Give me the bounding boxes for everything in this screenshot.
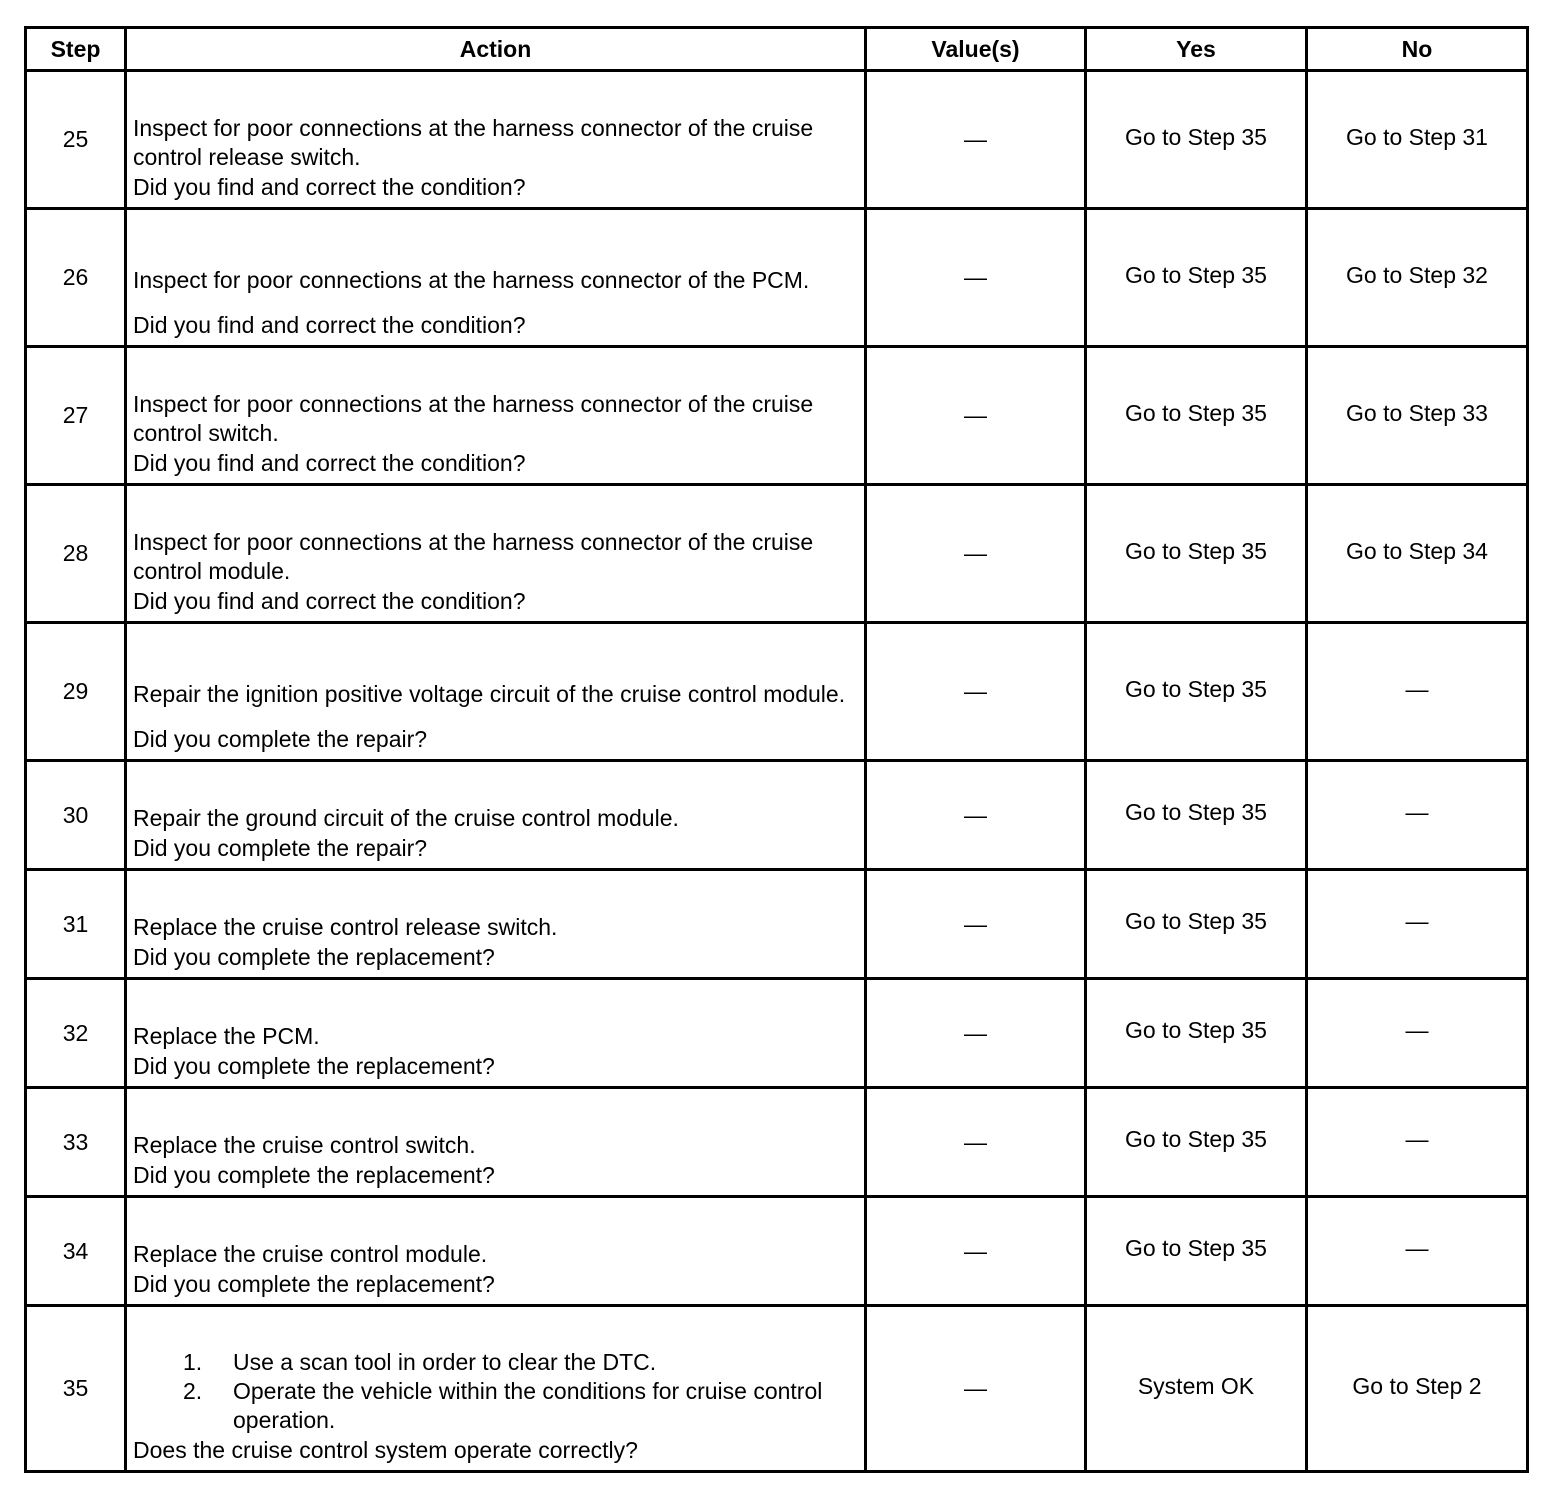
table-row <box>26 209 1528 347</box>
action-step-list <box>133 1348 858 1435</box>
action-text: Replace the cruise control release switch. <box>133 913 558 940</box>
action-question: Did you find and correct the condition? <box>133 588 526 614</box>
action-cell <box>126 870 866 979</box>
no-cell: — <box>1307 761 1528 870</box>
no-cell: — <box>1307 1088 1528 1197</box>
action-text: Replace the cruise control module. <box>133 1240 488 1267</box>
no-cell: Go to Step 34 <box>1307 485 1528 623</box>
action-list-item <box>183 1377 858 1435</box>
table-row <box>26 347 1528 485</box>
action-cell <box>126 485 866 623</box>
action-cell <box>126 979 866 1088</box>
step-number: 30 <box>26 761 126 870</box>
yes-cell: Go to Step 35 <box>1086 870 1307 979</box>
header-yes: Yes <box>1086 28 1307 71</box>
no-cell: — <box>1307 623 1528 761</box>
action-question: Did you find and correct the condition? <box>133 450 526 476</box>
value-cell: — <box>866 71 1086 209</box>
value-cell: — <box>866 979 1086 1088</box>
value-cell: — <box>866 1306 1086 1472</box>
action-cell <box>126 1088 866 1197</box>
action-cell <box>126 71 866 209</box>
table-row <box>26 71 1528 209</box>
header-row <box>26 28 1528 71</box>
step-number: 31 <box>26 870 126 979</box>
action-question: Did you complete the replacement? <box>133 1053 495 1079</box>
action-text: Inspect for poor connections at the harness connector of the PCM. <box>133 267 810 293</box>
action-cell <box>126 209 866 347</box>
no-cell: — <box>1307 979 1528 1088</box>
action-question: Did you find and correct the condition? <box>133 174 526 200</box>
yes-cell: Go to Step 35 <box>1086 485 1307 623</box>
action-question: Did you complete the replacement? <box>133 1162 495 1188</box>
yes-cell: Go to Step 35 <box>1086 347 1307 485</box>
action-cell <box>126 347 866 485</box>
no-cell: Go to Step 31 <box>1307 71 1528 209</box>
yes-cell: Go to Step 35 <box>1086 1088 1307 1197</box>
table-row <box>26 761 1528 870</box>
value-cell: — <box>866 623 1086 761</box>
table-row <box>26 979 1528 1088</box>
no-cell: Go to Step 32 <box>1307 209 1528 347</box>
header-no: No <box>1307 28 1528 71</box>
table-row <box>26 1088 1528 1197</box>
step-number: 35 <box>26 1306 126 1472</box>
table-row <box>26 870 1528 979</box>
action-text: Repair the ignition positive voltage circuit of the cruise control module. <box>133 681 846 707</box>
action-cell <box>126 761 866 870</box>
value-cell: — <box>866 870 1086 979</box>
list-item-number: 1. <box>183 1349 203 1375</box>
action-question: Did you complete the repair? <box>133 726 428 752</box>
action-text: Inspect for poor connections at the harness connector of the cruise control release switch. <box>133 114 814 170</box>
action-list-item <box>183 1348 858 1377</box>
value-cell: — <box>866 1197 1086 1306</box>
action-text: Replace the cruise control switch. <box>133 1131 476 1158</box>
list-item-text: Operate the vehicle within the conditions for cruise control operation. <box>233 1378 823 1433</box>
action-text: Inspect for poor connections at the harness connector of the cruise control switch. <box>133 390 814 446</box>
header-step: Step <box>26 28 126 71</box>
action-cell <box>126 1306 866 1472</box>
table-row <box>26 623 1528 761</box>
yes-cell: System OK <box>1086 1306 1307 1472</box>
action-text: Inspect for poor connections at the harness connector of the cruise control module. <box>133 528 814 584</box>
step-number: 25 <box>26 71 126 209</box>
yes-cell: Go to Step 35 <box>1086 979 1307 1088</box>
action-question: Did you complete the replacement? <box>133 944 495 970</box>
value-cell: — <box>866 347 1086 485</box>
no-cell: — <box>1307 1197 1528 1306</box>
no-cell: Go to Step 33 <box>1307 347 1528 485</box>
list-item-number: 2. <box>183 1378 203 1404</box>
step-number: 28 <box>26 485 126 623</box>
header-values: Value(s) <box>866 28 1086 71</box>
table-row <box>26 1197 1528 1306</box>
action-text: Replace the PCM. <box>133 1022 320 1049</box>
value-cell: — <box>866 209 1086 347</box>
step-number: 27 <box>26 347 126 485</box>
action-question: Does the cruise control system operate correctly? <box>133 1437 638 1463</box>
step-number: 33 <box>26 1088 126 1197</box>
value-cell: — <box>866 1088 1086 1197</box>
step-number: 32 <box>26 979 126 1088</box>
no-cell: Go to Step 2 <box>1307 1306 1528 1472</box>
yes-cell: Go to Step 35 <box>1086 1197 1307 1306</box>
yes-cell: Go to Step 35 <box>1086 209 1307 347</box>
step-number: 34 <box>26 1197 126 1306</box>
yes-cell: Go to Step 35 <box>1086 71 1307 209</box>
header-action: Action <box>126 28 866 71</box>
list-item-text: Use a scan tool in order to clear the DTC. <box>233 1349 657 1375</box>
no-cell: — <box>1307 870 1528 979</box>
action-question: Did you complete the repair? <box>133 835 428 861</box>
action-text: Repair the ground circuit of the cruise control module. <box>133 804 679 831</box>
step-number: 29 <box>26 623 126 761</box>
action-question: Did you find and correct the condition? <box>133 312 526 338</box>
value-cell: — <box>866 485 1086 623</box>
diagnostic-table <box>24 26 1529 1473</box>
step-number: 26 <box>26 209 126 347</box>
yes-cell: Go to Step 35 <box>1086 623 1307 761</box>
table-row <box>26 485 1528 623</box>
action-cell <box>126 623 866 761</box>
action-cell <box>126 1197 866 1306</box>
yes-cell: Go to Step 35 <box>1086 761 1307 870</box>
table-row <box>26 1306 1528 1472</box>
action-question: Did you complete the replacement? <box>133 1271 495 1297</box>
value-cell: — <box>866 761 1086 870</box>
